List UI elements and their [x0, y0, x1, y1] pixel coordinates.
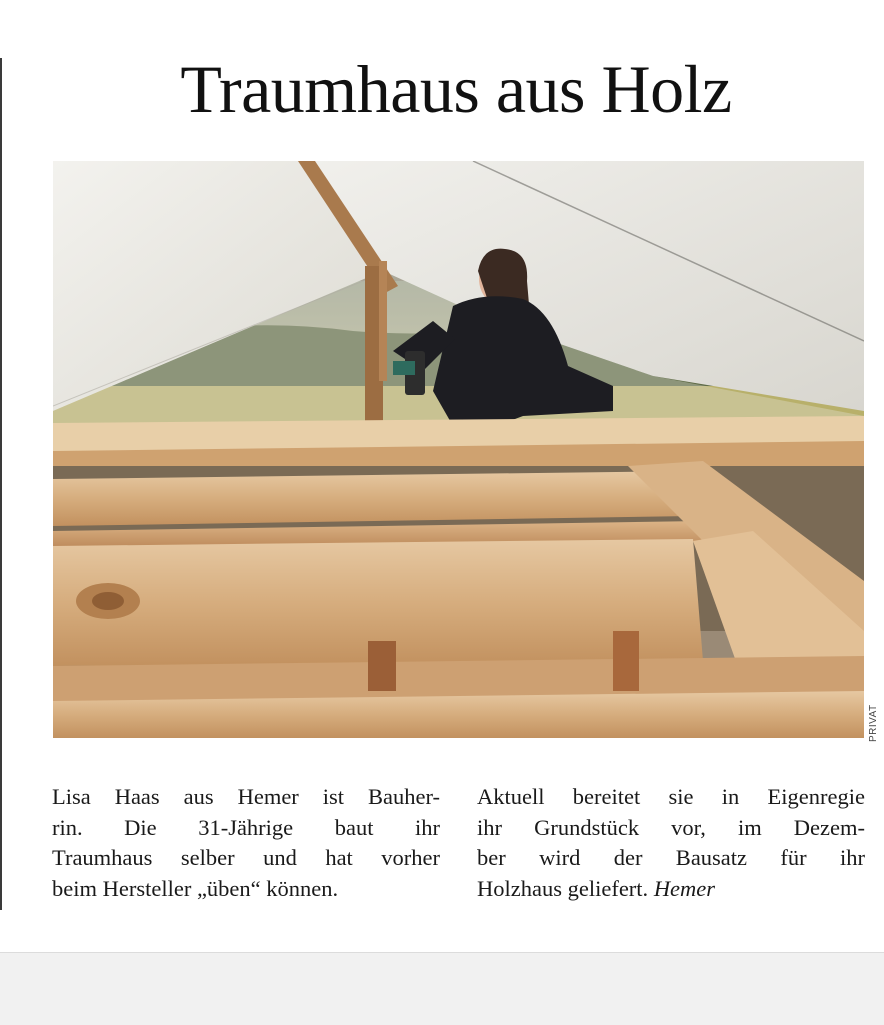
caption-line: ihr Grundstück vor, im Dezem-: [477, 814, 865, 840]
caption-line: beim Hersteller „üben“ können.: [52, 875, 339, 901]
caption-line: ber wird der Bausatz für ihr: [477, 845, 865, 870]
photo-credit: PRIVAT: [868, 704, 879, 742]
photo-illustration: [53, 161, 864, 738]
caption-line: Lisa Haas aus Hemer ist Bauher-: [52, 784, 440, 809]
caption-line-last: [477, 874, 865, 905]
caption-text: Holzhaus geliefert.: [477, 875, 649, 901]
column-rule: [0, 58, 2, 910]
footer-band: [0, 952, 884, 1025]
caption-line: Traumhaus selber und hat vorher: [52, 845, 440, 870]
dateline: Hemer: [653, 875, 716, 901]
caption-column-2: [477, 782, 865, 904]
caption-column-1: [52, 782, 440, 904]
headline: Traumhaus aus Holz: [180, 51, 732, 127]
article-photo: [53, 161, 864, 738]
caption-line: Aktuell bereitet sie in Eigenregie: [477, 784, 865, 809]
caption-line: rin. Die 31-Jährige baut ihr: [52, 814, 440, 840]
